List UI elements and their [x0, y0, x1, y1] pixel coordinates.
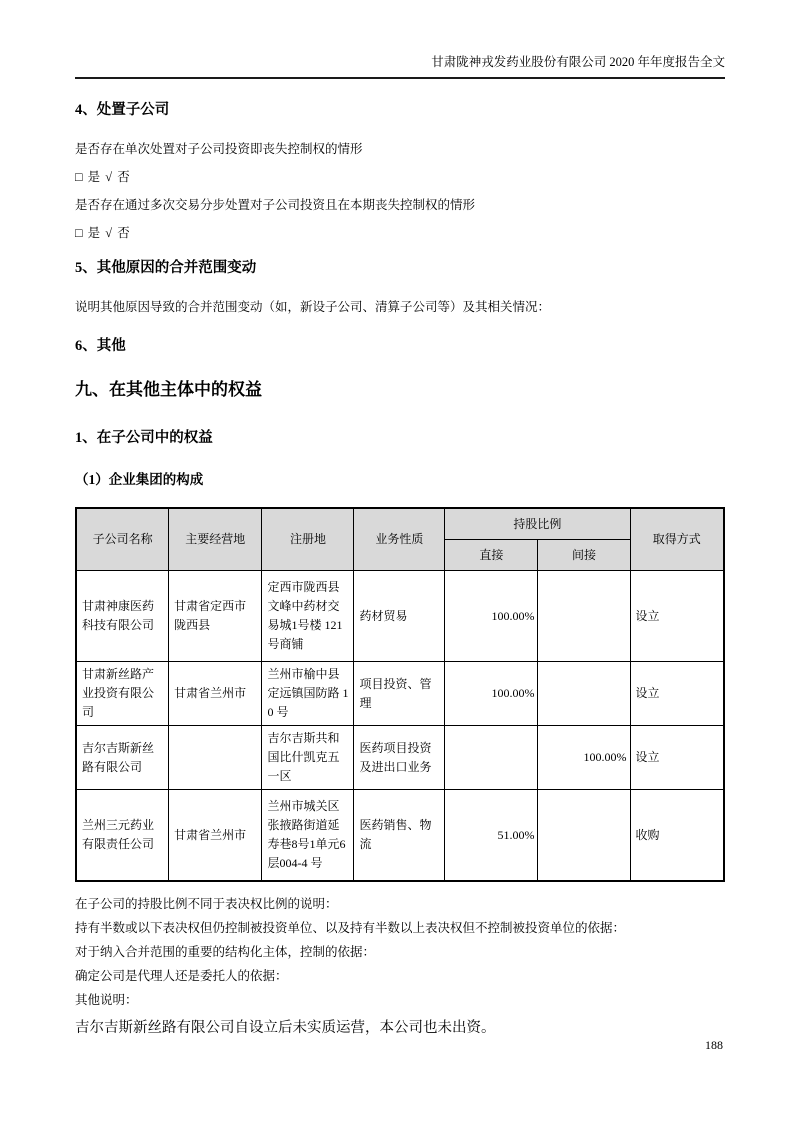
- note-structured-entity: 对于纳入合并范围的重要的结构化主体，控制的依据：: [75, 945, 376, 959]
- running-header: [75, 0, 725, 79]
- heading-section-4: 4、处置子公司: [75, 102, 170, 118]
- col-header-business-nature: 业务性质: [354, 508, 445, 571]
- page-number: 188: [705, 1038, 723, 1052]
- table-header-row-1: [76, 508, 724, 540]
- heading-section-5: 5、其他原因的合并范围变动: [75, 260, 257, 276]
- cell-subsidiary-name: 兰州三元药业有限责任公司: [76, 790, 169, 882]
- answer-stepwise-disposal: □ 是 √ 否: [75, 226, 131, 240]
- cell-subsidiary-name: 甘肃新丝路产业投资有限公司: [76, 662, 169, 726]
- note-other-label: 其他说明：: [75, 993, 138, 1007]
- cell-acquisition-method: 设立: [630, 726, 724, 790]
- question-single-disposal: 是否存在单次处置对子公司投资即丧失控制权的情形: [75, 142, 363, 156]
- table-row: [76, 726, 724, 790]
- table-row: [76, 790, 724, 882]
- heading-section-9-1-1: （1）企业集团的构成: [75, 472, 204, 487]
- cell-subsidiary-name: 吉尔吉斯新丝路有限公司: [76, 726, 169, 790]
- col-header-operating-place: 主要经营地: [169, 508, 262, 571]
- cell-indirect-ratio: [538, 790, 630, 882]
- subsidiaries-table: [75, 507, 725, 882]
- cell-indirect-ratio: [538, 662, 630, 726]
- col-header-direct: 直接: [445, 540, 538, 571]
- cell-registered-place: 兰州市榆中县定远镇国防路 10 号: [262, 662, 354, 726]
- col-header-indirect: 间接: [538, 540, 630, 571]
- cell-business-nature: 药材贸易: [354, 571, 445, 662]
- heading-section-6: 6、其他: [75, 338, 126, 354]
- answer-single-disposal: □ 是 √ 否: [75, 170, 131, 184]
- note-other-content: 吉尔吉斯新丝路有限公司自设立后未实质运营，本公司也未出资。: [75, 1020, 496, 1036]
- cell-direct-ratio: [445, 726, 538, 790]
- cell-acquisition-method: 设立: [630, 571, 724, 662]
- col-header-shareholding-ratio: 持股比例: [445, 508, 630, 540]
- section-5-description: 说明其他原因导致的合并范围变动（如，新设子公司、清算子公司等）及其相关情况：: [75, 300, 551, 314]
- cell-business-nature: 医药销售、物流: [354, 790, 445, 882]
- cell-indirect-ratio: [538, 571, 630, 662]
- report-title: 甘肃陇神戎发药业股份有限公司 2020 年年度报告全文: [431, 55, 725, 69]
- col-header-registered-place: 注册地: [262, 508, 354, 571]
- cell-business-nature: 医药项目投资及进出口业务: [354, 726, 445, 790]
- col-header-subsidiary-name: 子公司名称: [76, 508, 169, 571]
- table-row: [76, 571, 724, 662]
- table-row: [76, 662, 724, 726]
- note-control-basis: 持有半数或以下表决权但仍控制被投资单位、以及持有半数以上表决权但不控制被投资单位的依据：: [75, 921, 626, 935]
- cell-registered-place: 定西市陇西县文峰中药材交易城1号楼 121 号商铺: [262, 571, 354, 662]
- cell-registered-place: 吉尔吉斯共和国比什凯克五一区: [262, 726, 354, 790]
- note-voting-ratio: 在子公司的持股比例不同于表决权比例的说明：: [75, 897, 338, 911]
- col-header-acquisition-method: 取得方式: [630, 508, 724, 571]
- cell-operating-place: 甘肃省兰州市: [169, 790, 262, 882]
- cell-direct-ratio: 51.00%: [445, 790, 538, 882]
- cell-operating-place: 甘肃省定西市陇西县: [169, 571, 262, 662]
- heading-section-9-1: 1、在子公司中的权益: [75, 430, 213, 446]
- cell-indirect-ratio: 100.00%: [538, 726, 630, 790]
- cell-subsidiary-name: 甘肃神康医药科技有限公司: [76, 571, 169, 662]
- heading-section-9: 九、在其他主体中的权益: [75, 380, 262, 399]
- cell-acquisition-method: 设立: [630, 662, 724, 726]
- cell-direct-ratio: 100.00%: [445, 571, 538, 662]
- table-notes: [75, 892, 725, 1040]
- cell-operating-place: 甘肃省兰州市: [169, 662, 262, 726]
- cell-acquisition-method: 收购: [630, 790, 724, 882]
- cell-registered-place: 兰州市城关区张掖路街道延寿巷8号1单元6层004-4 号: [262, 790, 354, 882]
- question-stepwise-disposal: 是否存在通过多次交易分步处置对子公司投资且在本期丧失控制权的情形: [75, 198, 476, 212]
- cell-operating-place: [169, 726, 262, 790]
- cell-direct-ratio: 100.00%: [445, 662, 538, 726]
- cell-business-nature: 项目投资、管理: [354, 662, 445, 726]
- note-agent-principal: 确定公司是代理人还是委托人的依据：: [75, 969, 288, 983]
